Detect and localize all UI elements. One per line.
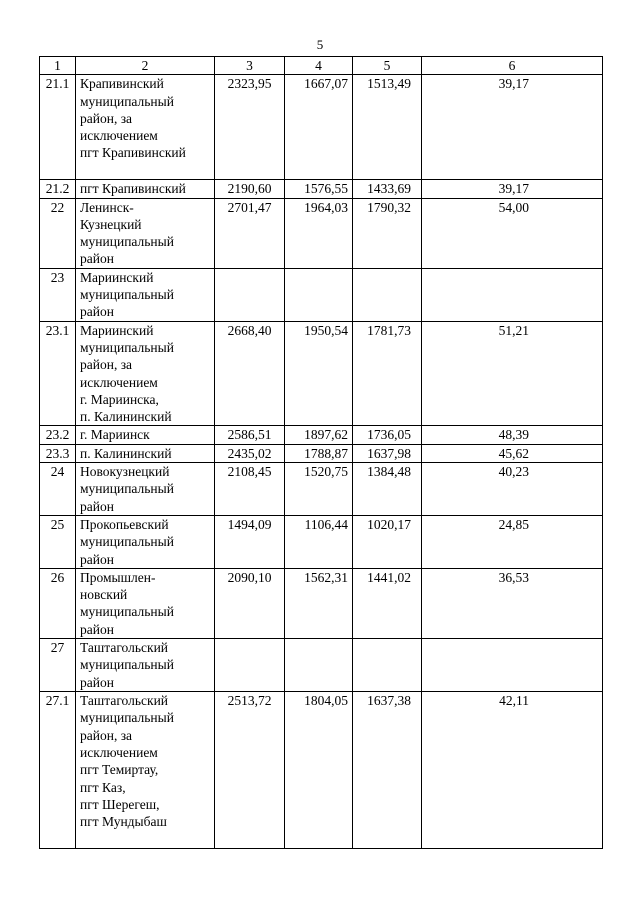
page-number: 5 <box>316 37 324 52</box>
col-header-6: 6 <box>422 57 603 75</box>
table-row <box>40 463 603 516</box>
table-row <box>40 198 603 268</box>
table-row <box>40 180 603 198</box>
value-col-3: 2323,95 <box>215 75 285 180</box>
value-col-6: 36,53 <box>422 568 603 638</box>
value-col-5 <box>353 639 422 692</box>
territory-name: Ленинск- Кузнецкий муниципальный район <box>76 198 215 268</box>
value-col-4: 1804,05 <box>285 692 353 849</box>
value-col-4 <box>285 639 353 692</box>
value-col-5: 1513,49 <box>353 75 422 180</box>
row-number: 23.2 <box>40 426 76 444</box>
value-col-6 <box>422 639 603 692</box>
value-col-4: 1788,87 <box>285 444 353 462</box>
row-number: 23.1 <box>40 321 76 426</box>
value-col-6 <box>422 268 603 321</box>
table-row <box>40 75 603 180</box>
value-col-5: 1384,48 <box>353 463 422 516</box>
territory-name: Мариинский муниципальный район, за исключением г. Мариинска, п. Калининский <box>76 321 215 426</box>
value-col-4 <box>285 268 353 321</box>
territory-name: пгт Крапивинский <box>76 180 215 198</box>
value-col-3: 2108,45 <box>215 463 285 516</box>
col-header-4: 4 <box>285 57 353 75</box>
row-number: 21.2 <box>40 180 76 198</box>
value-col-5: 1790,32 <box>353 198 422 268</box>
value-col-3 <box>215 639 285 692</box>
row-number: 27.1 <box>40 692 76 849</box>
value-col-3: 2190,60 <box>215 180 285 198</box>
row-number: 26 <box>40 568 76 638</box>
table-row <box>40 692 603 849</box>
row-number: 22 <box>40 198 76 268</box>
territory-name: Новокузнецкий муниципальный район <box>76 463 215 516</box>
value-col-3 <box>215 268 285 321</box>
value-col-3: 2701,47 <box>215 198 285 268</box>
row-number: 23.3 <box>40 444 76 462</box>
row-number: 23 <box>40 268 76 321</box>
territory-name: г. Мариинск <box>76 426 215 444</box>
table-row <box>40 426 603 444</box>
row-number: 27 <box>40 639 76 692</box>
territory-name: Таштагольский муниципальный район <box>76 639 215 692</box>
territory-name: Прокопьевский муниципальный район <box>76 515 215 568</box>
table-row <box>40 268 603 321</box>
col-header-5: 5 <box>353 57 422 75</box>
value-col-5: 1020,17 <box>353 515 422 568</box>
row-number: 25 <box>40 515 76 568</box>
territory-name: Таштагольский муниципальный район, за исключением пгт Темиртау, пгт Каз, пгт Шерегеш, пгт Мундыбаш <box>76 692 215 849</box>
value-col-3: 2668,40 <box>215 321 285 426</box>
value-col-6: 51,21 <box>422 321 603 426</box>
col-header-3: 3 <box>215 57 285 75</box>
value-col-6: 40,23 <box>422 463 603 516</box>
row-number: 24 <box>40 463 76 516</box>
territory-name: Промышлен- новский муниципальный район <box>76 568 215 638</box>
value-col-3: 2513,72 <box>215 692 285 849</box>
value-col-6: 24,85 <box>422 515 603 568</box>
value-col-6: 54,00 <box>422 198 603 268</box>
table-row <box>40 444 603 462</box>
value-col-4: 1576,55 <box>285 180 353 198</box>
value-col-4: 1520,75 <box>285 463 353 516</box>
territory-name: Крапивинский муниципальный район, за исключением пгт Крапивинский <box>76 75 215 180</box>
table-row <box>40 639 603 692</box>
territory-name: Мариинский муниципальный район <box>76 268 215 321</box>
value-col-3: 2090,10 <box>215 568 285 638</box>
col-header-1: 1 <box>40 57 76 75</box>
value-col-6: 39,17 <box>422 180 603 198</box>
value-col-4: 1950,54 <box>285 321 353 426</box>
value-col-4: 1562,31 <box>285 568 353 638</box>
value-col-5: 1637,38 <box>353 692 422 849</box>
tariff-table <box>39 56 603 849</box>
value-col-6: 45,62 <box>422 444 603 462</box>
value-col-3: 2435,02 <box>215 444 285 462</box>
value-col-6: 48,39 <box>422 426 603 444</box>
value-col-6: 39,17 <box>422 75 603 180</box>
value-col-4: 1667,07 <box>285 75 353 180</box>
table-row <box>40 321 603 426</box>
value-col-6: 42,11 <box>422 692 603 849</box>
row-number: 21.1 <box>40 75 76 180</box>
value-col-3: 1494,09 <box>215 515 285 568</box>
value-col-5: 1781,73 <box>353 321 422 426</box>
value-col-4: 1964,03 <box>285 198 353 268</box>
value-col-3: 2586,51 <box>215 426 285 444</box>
value-col-5: 1433,69 <box>353 180 422 198</box>
table-row <box>40 568 603 638</box>
value-col-4: 1106,44 <box>285 515 353 568</box>
value-col-4: 1897,62 <box>285 426 353 444</box>
value-col-5: 1637,98 <box>353 444 422 462</box>
value-col-5 <box>353 268 422 321</box>
value-col-5: 1441,02 <box>353 568 422 638</box>
value-col-5: 1736,05 <box>353 426 422 444</box>
header-row <box>40 57 603 75</box>
col-header-2: 2 <box>76 57 215 75</box>
table-row <box>40 515 603 568</box>
territory-name: п. Калининский <box>76 444 215 462</box>
